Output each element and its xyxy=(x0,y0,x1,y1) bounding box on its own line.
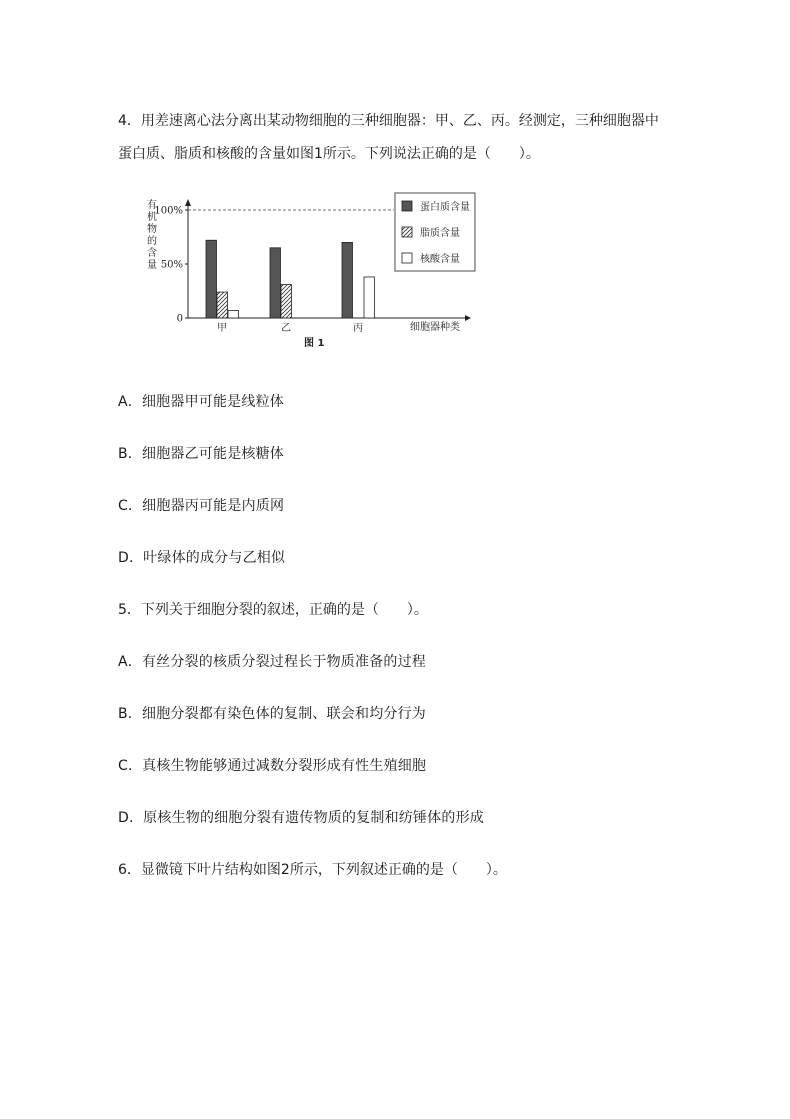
category-label: 丙 xyxy=(353,323,363,334)
y-axis-label-char: 含 xyxy=(147,248,157,259)
y-axis-label-char: 物 xyxy=(147,224,157,235)
legend-entry: 蛋白质含量 xyxy=(420,202,470,213)
y-axis-label-char: 机 xyxy=(147,212,157,223)
category-label: 甲 xyxy=(217,323,227,334)
bar-protein-2 xyxy=(270,248,281,318)
q5-option-b: B．细胞分裂都有染色体的复制、联会和均分行为 xyxy=(118,706,427,722)
organelle-content-chart xyxy=(140,188,480,358)
chart-bars xyxy=(206,240,375,318)
bar-lipid-1 xyxy=(217,292,228,318)
legend-swatch xyxy=(402,201,412,211)
legend-swatch xyxy=(402,227,412,237)
bar-nucleic-acid-3 xyxy=(364,277,375,318)
category-label: 乙 xyxy=(281,323,291,334)
q4-option-d: D．叶绿体的成分与乙相似 xyxy=(118,550,286,566)
legend-swatch xyxy=(402,253,412,263)
y-tick-label: 50% xyxy=(160,259,183,271)
legend-entry: 核酸含量 xyxy=(420,254,460,265)
y-axis-arrow xyxy=(185,199,191,206)
question-4-line-1: 4．用差速离心法分离出某动物细胞的三种细胞器：甲、乙、丙。经测定，三种细胞器中 xyxy=(118,113,659,129)
q5-option-c: C．真核生物能够通过减数分裂形成有性生殖细胞 xyxy=(118,758,427,774)
figure-caption: 图 1 xyxy=(304,338,325,349)
category-labels xyxy=(217,322,363,334)
bar-protein-3 xyxy=(342,242,353,318)
question-6-stem: 6．显微镜下叶片结构如图2所示，下列叙述正确的是（ ）。 xyxy=(118,862,507,878)
y-axis-label-char: 有 xyxy=(147,200,157,211)
x-axis-label: 细胞器种类 xyxy=(410,322,460,333)
bar-nucleic-acid-1 xyxy=(228,310,239,318)
bar-lipid-2 xyxy=(281,285,292,318)
q4-option-b: B．细胞器乙可能是核糖体 xyxy=(118,446,285,462)
q5-option-a: A．有丝分裂的核质分裂过程长于物质准备的过程 xyxy=(118,654,426,670)
x-axis-arrow xyxy=(465,315,471,321)
y-tick-label: 0 xyxy=(176,313,183,325)
q4-option-a: A．细胞器甲可能是线粒体 xyxy=(118,394,284,410)
question-5-stem: 5．下列关于细胞分裂的叙述，正确的是（ ）。 xyxy=(118,602,428,618)
bar-protein-1 xyxy=(206,240,217,318)
chart-legend xyxy=(395,193,475,271)
y-tick-label: 100% xyxy=(154,205,183,217)
question-4-line-2: 蛋白质、脂质和核酸的含量如图1所示。下列说法正确的是（ ）。 xyxy=(118,146,540,162)
legend-entry: 脂质含量 xyxy=(420,228,460,239)
y-axis-label-char: 量 xyxy=(147,260,157,271)
y-axis-label-char: 的 xyxy=(147,236,157,247)
q4-option-c: C．细胞器丙可能是内质网 xyxy=(118,498,285,514)
q5-option-d: D．原核生物的细胞分裂有遗传物质的复制和纺锤体的形成 xyxy=(118,810,484,826)
